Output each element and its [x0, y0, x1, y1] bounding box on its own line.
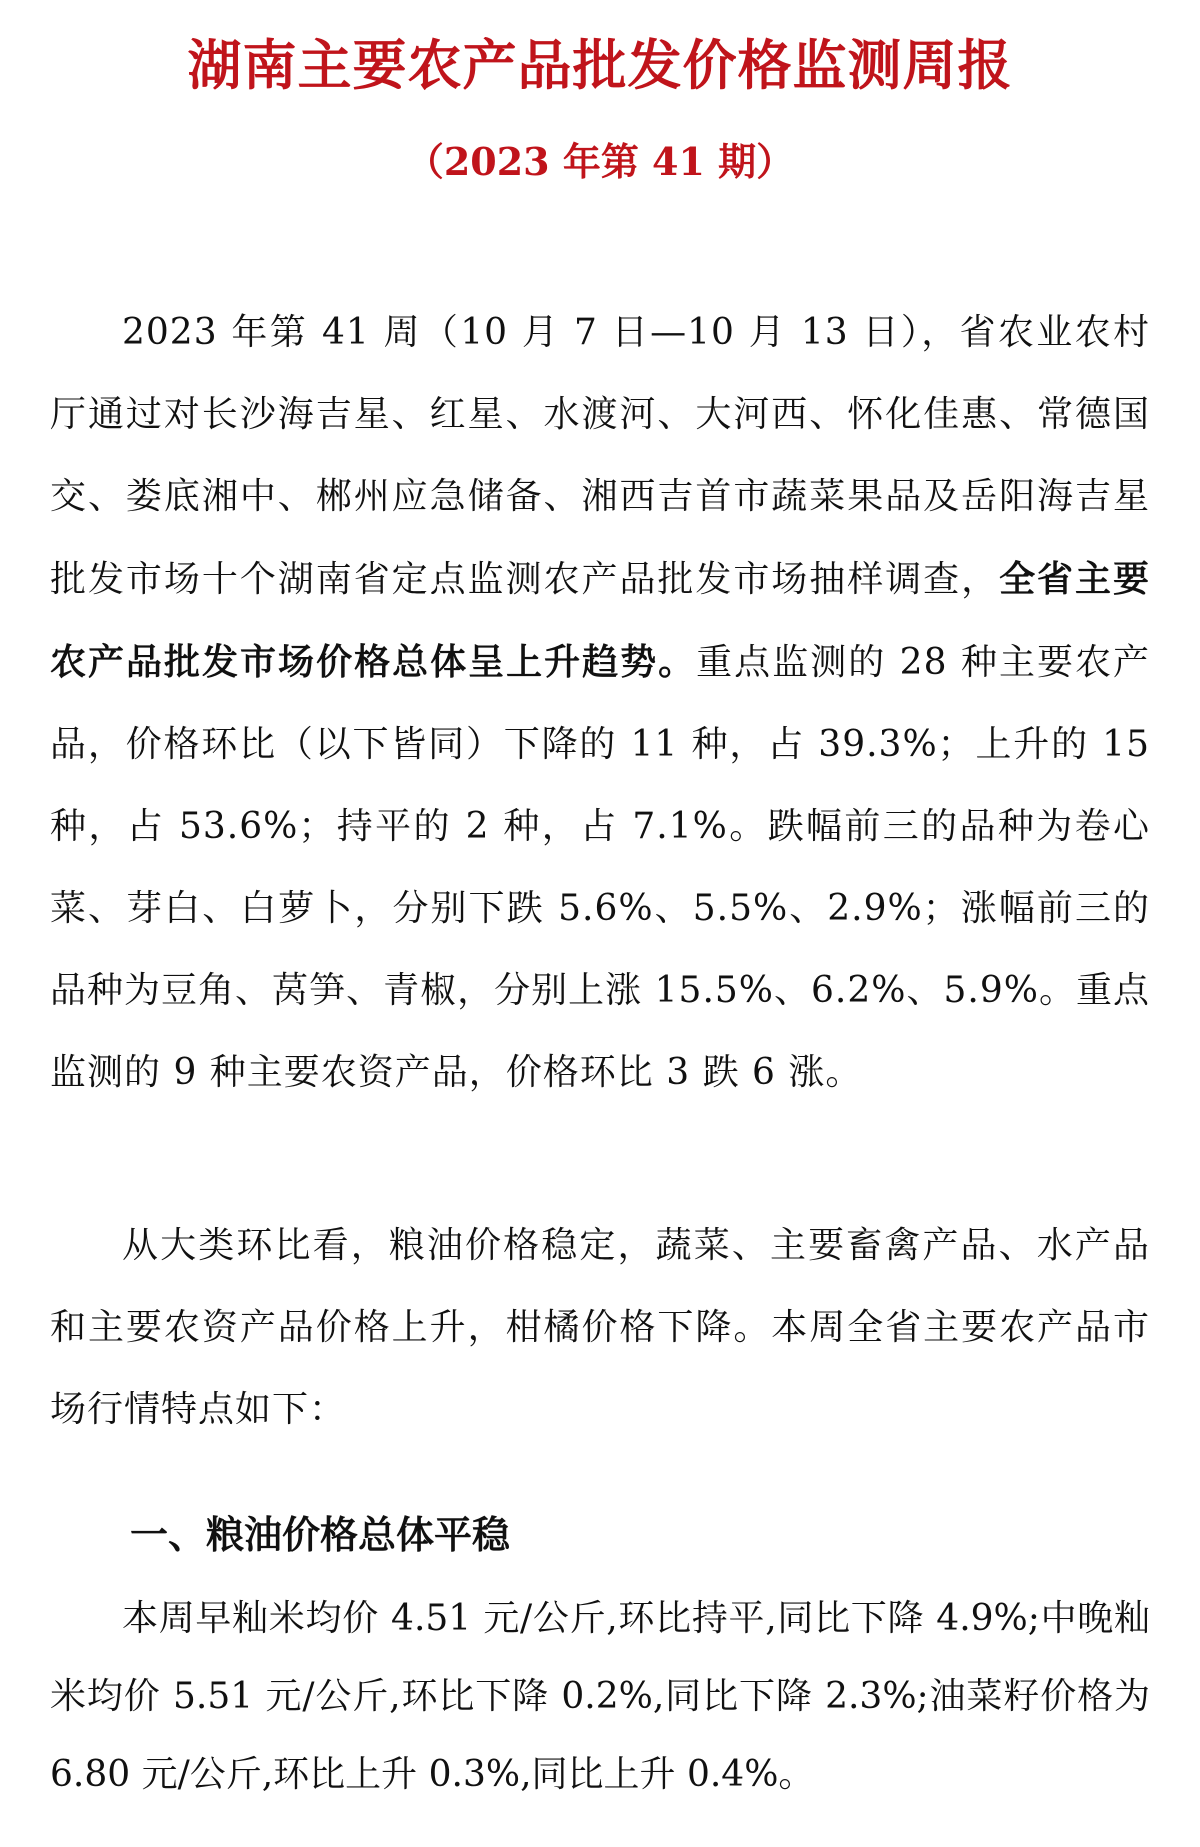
summary-text-detail: 重点监测的 28 种主要农产品，价格环比（以下皆同）下降的 11 种，占 39.3%；上升的 15 种，占 53.6%；持平的 2 种，占 7.1%。跌幅前三的品种为卷心菜、芽白、白萝卜，分别下跌 5.6%、5.5%、2.9%；涨幅前三的品种为豆角、莴笋、青椒，分别上涨 15.5%、6.2%、5.9%。重点监测的 9 种主要农资产品，价格环比 3 跌 6 涨。 [50, 642, 1150, 1093]
category-overview-paragraph: 从大类环比看，粮油价格稳定，蔬菜、主要畜禽产品、水产品和主要农资产品价格上升，柑橘价格下降。本周全省主要农产品市场行情特点如下： [50, 1225, 1150, 1430]
report-title: 湖南主要农产品批发价格监测周报 [187, 34, 1013, 97]
grain-oil-paragraph: 本周早籼米均价 4.51 元/公斤,环比持平,同比下降 4.9%;中晚籼米均价 5.51 元/公斤,环比下降 0.2%,同比下降 2.3%;油菜籽价格为 6.80 元/公斤,环比上升 0.3%,同比上升 0.4%。 [50, 1598, 1150, 1795]
issue-number: （2023 年第 41 期） [405, 139, 795, 184]
section-heading-grain-oil: 一、粮油价格总体平稳 [130, 1513, 511, 1557]
summary-paragraph [50, 292, 1150, 1114]
summary-key-finding: 全省主要农产品批发市场价格总体呈上升趋势。 [50, 558, 1150, 683]
summary-text-intro: 2023 年第 41 周（10 月 7 日—10 月 13 日），省农业农村厅通过对长沙海吉星、红星、水渡河、大河西、怀化佳惠、常德国交、娄底湘中、郴州应急储备、湘西吉首市蔬菜果品及岳阳海吉星批发市场十个湖南省定点监测农产品批发市场抽样调查， [50, 312, 1150, 600]
